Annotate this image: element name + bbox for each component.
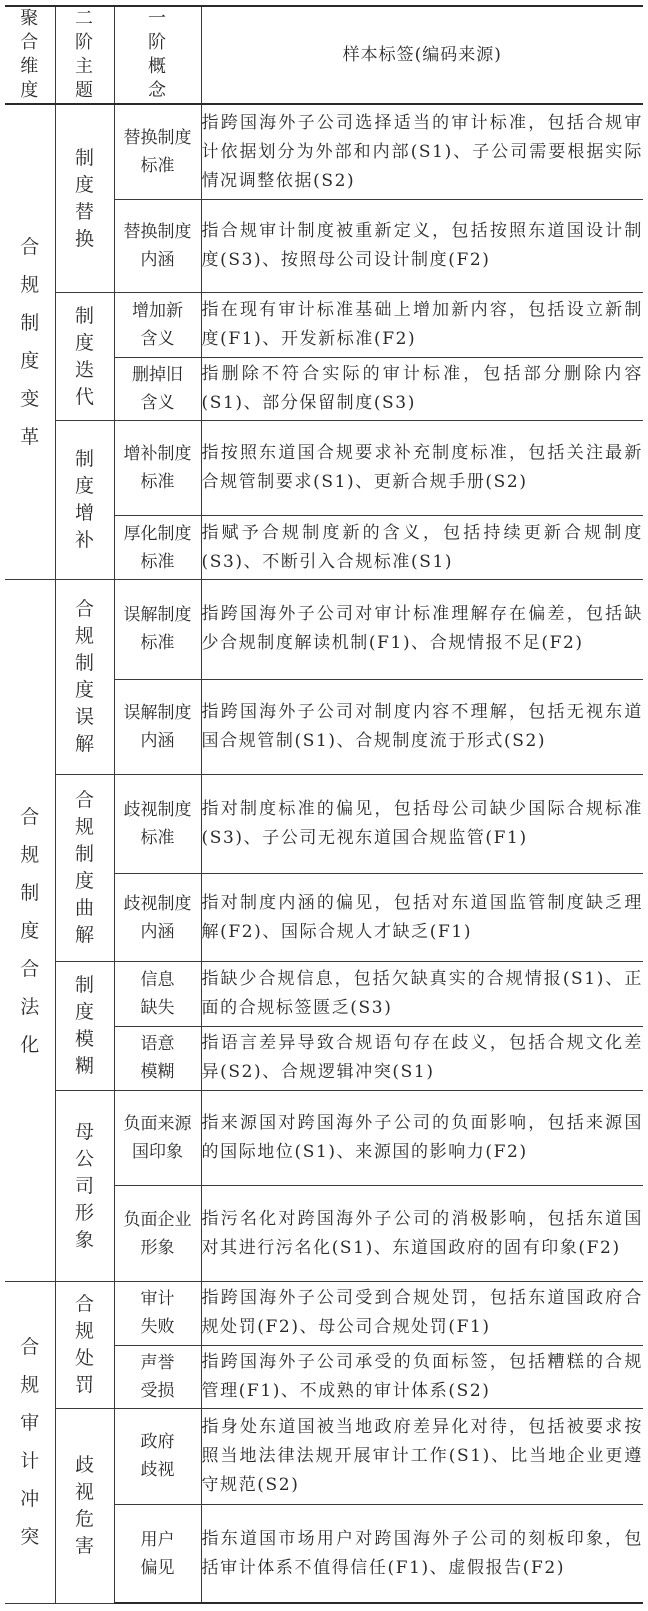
theme-cell	[55, 293, 114, 420]
table-row	[5, 104, 643, 199]
table-row	[5, 1282, 643, 1345]
theme-cell	[55, 1408, 114, 1603]
sample-label-cell: 指跨国海外子公司选择适当的审计标准，包括合规审计依据划分为外部和内部(S1)、子公司需要根据实际情况调整依据(S2)	[201, 104, 643, 199]
concept-cell	[114, 580, 201, 679]
concept-cell	[114, 962, 201, 1026]
sample-label-cell: 指对制度内涵的偏见，包括对东道国监管制度缺乏理解(F2)、国际合规人才缺乏(F1)	[201, 874, 643, 962]
table-row	[5, 420, 643, 515]
concept-cell	[114, 679, 201, 774]
concept-label: 替换制度内涵	[123, 222, 192, 271]
concept-cell	[114, 874, 201, 962]
theme-label: 制度迭代	[74, 304, 94, 408]
concept-label: 负面来源国印象	[123, 1113, 192, 1162]
concept-label: 负面企业形象	[123, 1209, 192, 1258]
theme-cell	[55, 962, 114, 1090]
sample-label-cell: 指污名化对跨国海外子公司的消极影响，包括东道国对其进行污名化(S1)、东道国政府的固有印象(F2)	[201, 1186, 643, 1282]
theme-cell	[55, 104, 114, 293]
concept-label: 替换制度标准	[123, 128, 192, 177]
theme-cell	[55, 774, 114, 962]
theme-label: 制度模糊	[74, 974, 94, 1078]
dimension-cell	[5, 1282, 55, 1603]
table-row	[5, 962, 643, 1026]
theme-label: 合规制度误解	[74, 598, 94, 756]
concept-cell	[114, 1282, 201, 1345]
concept-cell	[114, 1408, 201, 1504]
dimension-label: 合规制度变革	[20, 236, 40, 449]
theme-label: 母公司形象	[74, 1120, 94, 1251]
sample-label-cell: 指跨国海外子公司受到合规处罚，包括东道国政府合规处罚(F2)、母公司合规处罚(F1)	[201, 1282, 643, 1345]
concept-label: 语意模糊	[140, 1034, 175, 1083]
concept-label: 增补制度标准	[123, 443, 192, 492]
header-first-order-concept: 一阶概念	[114, 6, 201, 104]
concept-label: 误解制度标准	[123, 605, 192, 654]
table-row	[5, 774, 643, 873]
concept-label: 用户偏见	[140, 1529, 175, 1578]
table-row	[5, 293, 643, 357]
concept-label: 歧视制度标准	[123, 799, 192, 848]
dimension-cell	[5, 580, 55, 1282]
concept-cell	[114, 200, 201, 293]
theme-cell	[55, 420, 114, 579]
sample-label-cell: 指删除不符合实际的审计标准，包括部分删除内容(S1)、部分保留制度(S3)	[201, 357, 643, 420]
concept-cell	[114, 104, 201, 199]
concept-cell	[114, 1505, 201, 1603]
header-row	[5, 6, 643, 104]
concept-label: 误解制度内涵	[123, 702, 192, 751]
concept-cell	[114, 357, 201, 420]
concept-cell	[114, 1026, 201, 1090]
theme-cell	[55, 1090, 114, 1282]
concept-label: 审计失败	[140, 1289, 175, 1338]
sample-label-cell: 指跨国海外子公司对审计标准理解存在偏差，包括缺少合规制度解读机制(F1)、合规情报不足(F2)	[201, 580, 643, 679]
dimension-cell	[5, 104, 55, 579]
theme-cell	[55, 580, 114, 775]
table-row	[5, 1090, 643, 1185]
coding-table	[5, 5, 643, 1604]
concept-cell	[114, 1090, 201, 1185]
concept-cell	[114, 420, 201, 515]
concept-label: 信息缺失	[140, 969, 175, 1018]
concept-label: 歧视制度内涵	[123, 893, 192, 942]
header-dimension: 聚合维度	[5, 6, 55, 104]
concept-label: 删掉旧含义	[132, 364, 183, 413]
theme-cell	[55, 1282, 114, 1408]
sample-label-cell: 指身处东道国被当地政府差异化对待，包括被要求按照当地法律法规开展审计工作(S1)、比当地企业更遵守规范(S2)	[201, 1408, 643, 1504]
theme-label: 制度替换	[74, 146, 94, 250]
concept-cell	[114, 1186, 201, 1282]
theme-label: 制度增补	[74, 447, 94, 551]
concept-label: 增加新含义	[132, 300, 183, 349]
concept-cell	[114, 1345, 201, 1408]
header-sample-label: 样本标签(编码来源)	[201, 6, 643, 104]
concept-label: 声誉受损	[140, 1352, 175, 1401]
concept-cell	[114, 293, 201, 357]
concept-cell	[114, 774, 201, 873]
header-second-order-theme: 二阶主题	[55, 6, 114, 104]
dimension-label: 合规制度合法化	[20, 805, 40, 1056]
sample-label-cell: 指赋予合规制度新的含义，包括持续更新合规制度(S3)、不断引入合规标准(S1)	[201, 516, 643, 580]
sample-label-cell: 指跨国海外子公司对制度内容不理解，包括无视东道国合规管制(S1)、合规制度流于形式(S2)	[201, 679, 643, 774]
theme-label: 合规处罚	[74, 1293, 94, 1397]
theme-label: 合规制度曲解	[74, 789, 94, 947]
table-row	[5, 1408, 643, 1504]
table-row	[5, 580, 643, 679]
theme-label: 歧视危害	[74, 1453, 94, 1557]
concept-label: 政府歧视	[140, 1432, 175, 1481]
concept-cell	[114, 516, 201, 580]
sample-label-cell: 指按照东道国合规要求补充制度标准，包括关注最新合规管制要求(S1)、更新合规手册(S2)	[201, 420, 643, 515]
sample-label-cell: 指语言差异导致合规语句存在歧义，包括合规文化差异(S2)、合规逻辑冲突(S1)	[201, 1026, 643, 1090]
sample-label-cell: 指合规审计制度被重新定义，包括按照东道国设计制度(S3)、按照母公司设计制度(F2)	[201, 200, 643, 293]
sample-label-cell: 指在现有审计标准基础上增加新内容，包括设立新制度(F1)、开发新标准(F2)	[201, 293, 643, 357]
concept-label: 厚化制度标准	[123, 523, 192, 572]
sample-label-cell: 指来源国对跨国海外子公司的负面影响，包括来源国的国际地位(S1)、来源国的影响力(F2)	[201, 1090, 643, 1185]
sample-label-cell: 指缺少合规信息，包括欠缺真实的合规情报(S1)、正面的合规标签匮乏(S3)	[201, 962, 643, 1026]
sample-label-cell: 指跨国海外子公司承受的负面标签，包括糟糕的合规管理(F1)、不成熟的审计体系(S2)	[201, 1345, 643, 1408]
dimension-label: 合规审计冲突	[20, 1336, 40, 1549]
sample-label-cell: 指东道国市场用户对跨国海外子公司的刻板印象，包括审计体系不值得信任(F1)、虚假报告(F2)	[201, 1505, 643, 1603]
sample-label-cell: 指对制度标准的偏见，包括母公司缺少国际合规标准(S3)、子公司无视东道国合规监管(F1)	[201, 774, 643, 873]
